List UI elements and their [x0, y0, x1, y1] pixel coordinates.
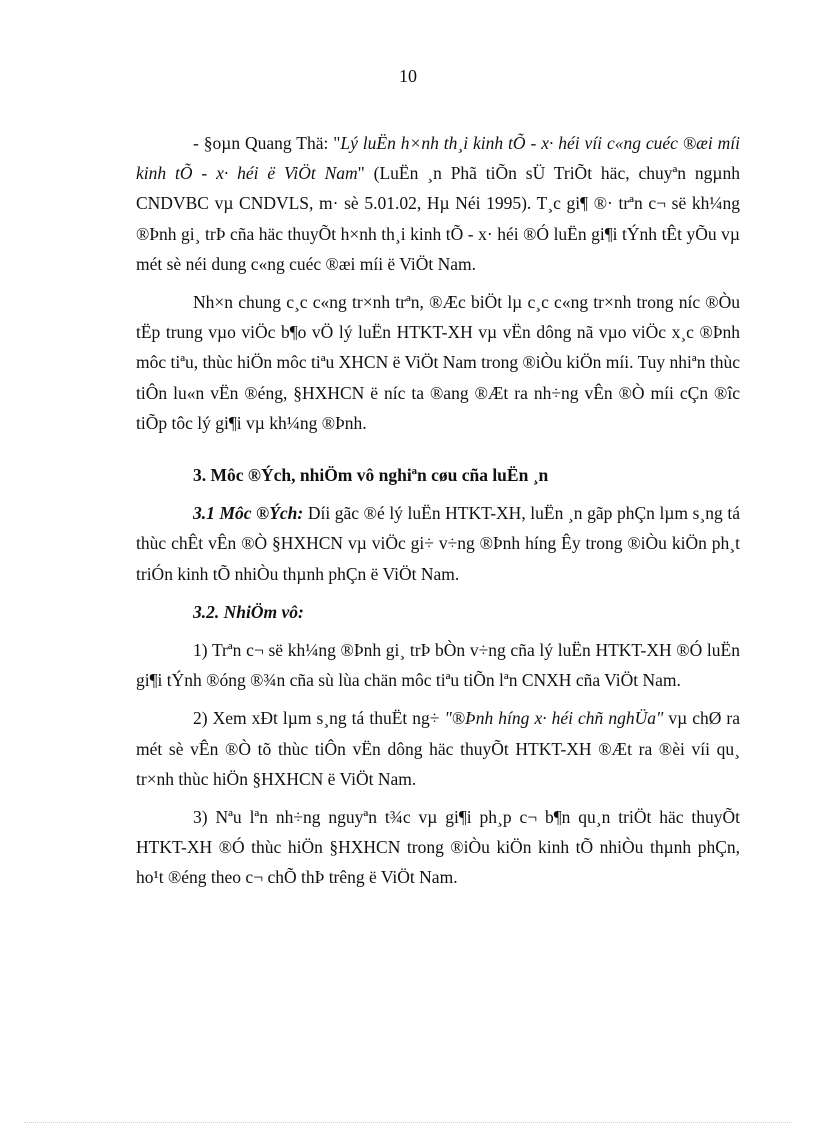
purpose-title: 3.1 Môc ®Ých:	[193, 503, 304, 524]
task-item-1: 1) Trªn c¬ së kh¼ng ®Þnh gi¸ trÞ bÒn v÷ng cña lý luËn HTKT-XH ®Ó luËn gi¶i tÝnh ®óng ®¾n cña sù lùa chän môc tiªu tiÕn lªn CNXH cña ViÖt Nam.	[136, 640, 740, 691]
section-heading: 3. Môc ®Ých, nhiÖm vô nghiªn cøu cña luËn ¸n	[193, 465, 549, 486]
task-item-2: 2) Xem xÐt lµm s¸ng tá thuËt ng÷ "®Þnh híng x· héi chñ nghÜa" vµ chØ ra mét sè vÊn ®Ò tõ thùc tiÔn vËn dông häc thuyÕt HTKT-XH ®Æt ra ®èi víi qu¸ tr×nh thùc hiÖn §HXHCN ë ViÖt Nam.	[136, 708, 740, 789]
quoted-term: "®Þnh híng x· héi chñ nghÜa"	[444, 708, 664, 729]
task-item-3: 3) Nªu lªn nh÷ng nguyªn t¾c vµ gi¶i ph¸p c¬ b¶n qu¸n triÖt häc thuyÕt HTKT-XH ®Ó thùc hiÖn §HXHCN trong ®iÒu kiÖn kinh tÕ nhiÒu thµnh phÇn, ho¹t ®éng theo c¬ chÕ thÞ trêng ë ViÖt Nam.	[136, 807, 740, 888]
reference-paragraph: - §oµn Quang Thä: "Lý luËn h×nh th¸i kinh tÕ - x· héi víi c«ng cuéc ®æi míi kinh tÕ - x· héi ë ViÖt Nam" (LuËn ¸n Phã tiÕn sÜ TriÕt häc, chuyªn ngµnh CNDVBC vµ CNDVLS, m· sè 5.01.02, Hµ Néi 1995). T¸c gi¶ ®· trªn c¬ së kh¼ng ®Þnh gi¸ trÞ cña häc thuyÕt h×nh th¸i kinh tÕ - x· héi ®Ó luËn gi¶i tÝnh tÊt yÕu vµ mét sè néi dung c«ng cuéc ®æi míi ë ViÖt Nam.	[136, 133, 741, 274]
purpose-paragraph: 3.1 Môc ®Ých: Díi gãc ®é lý luËn HTKT-XH, luËn ¸n gãp phÇn lµm s¸ng tá thùc chÊt vÊn ®Ò §HXHCN vµ viÖc gi÷ v÷ng ®Þnh híng Êy trong ®iÒu kiÖn ph¸t triÓn kinh tÕ nhiÒu thµnh phÇn ë ViÖt Nam.	[136, 503, 740, 584]
page-number: 10	[399, 66, 417, 86]
body-text	[136, 128, 740, 901]
thesis-title: Lý luËn h×nh th¸i kinh tÕ - x· héi víi c«ng cuéc ®æi míi kinh tÕ - x· héi ë ViÖt Nam	[136, 133, 740, 184]
summary-paragraph: Nh×n chung c¸c c«ng tr×nh trªn, ®Æc biÖt lµ c¸c c«ng tr×nh trong níc ®Òu tËp trung vµo viÖc b¶o vÖ lý luËn HTKT-XH vµ vËn dông nã vµo viÖc x¸c ®Þnh môc tiªu, thùc hiÖn môc tiªu XHCN ë ViÖt Nam trong ®iÒu kiÖn míi. Tuy nhiªn thùc tiÔn lu«n vËn ®éng, §HXHCN ë níc ta ®ang ®Æt ra nh÷ng vÊn ®Ò míi cÇn ®îc tiÕp tôc lý gi¶i vµ kh¼ng ®Þnh.	[136, 292, 740, 433]
tasks-subheading: 3.2. NhiÖm vô:	[193, 601, 304, 622]
